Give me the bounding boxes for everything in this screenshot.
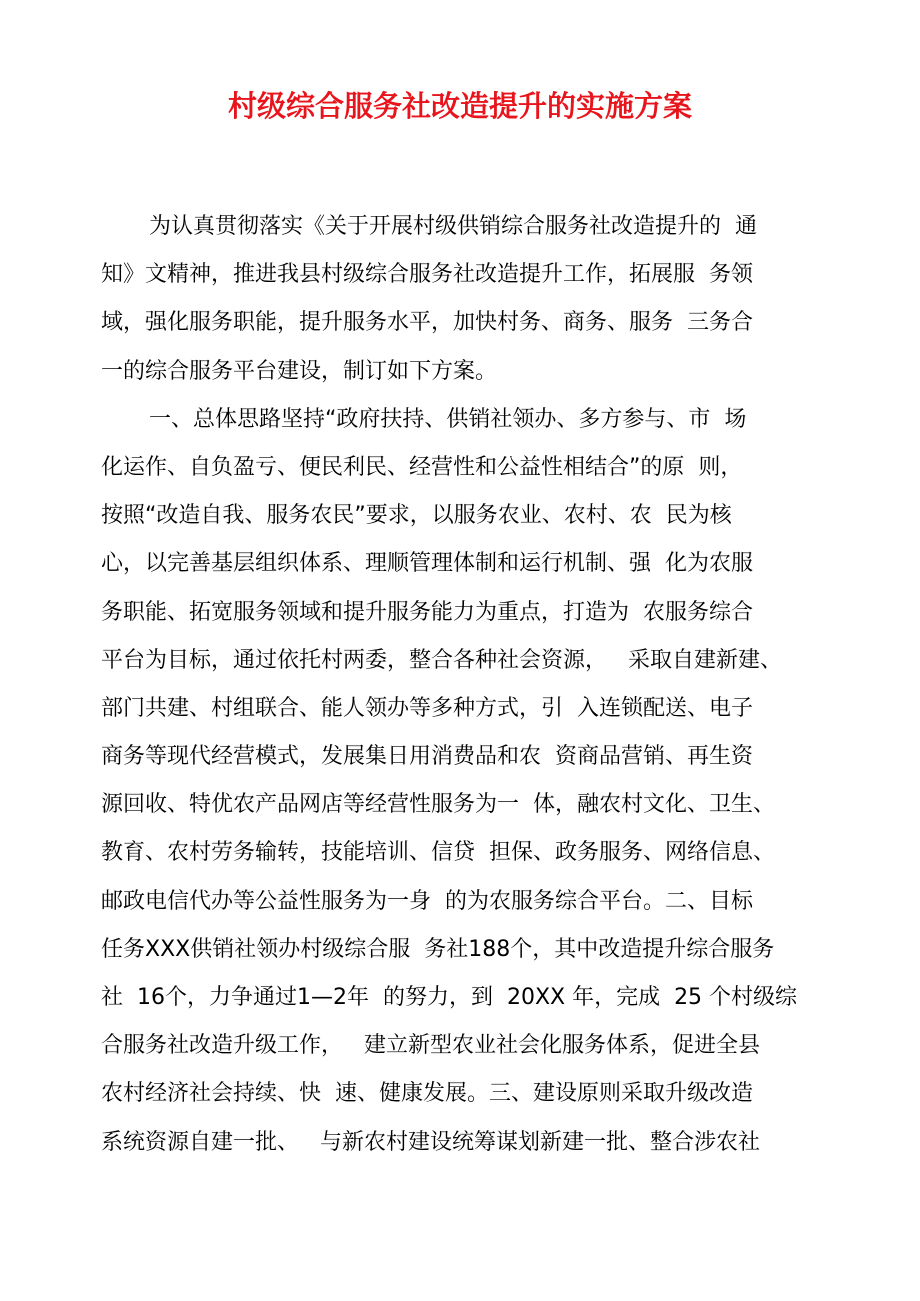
text-line: 一、总体思路坚持“政府扶持、供销社领办、多方参与、市 场: [149, 406, 747, 432]
text-line: 任务XXX供销社领办村级综合服 务社188个，其中改造提升综合服务: [101, 936, 775, 962]
text-line: 按照“改造自我、服务农民”要求，以服务农业、农村、农 民为核: [101, 503, 732, 529]
text-line: 一的综合服务平台建设，制订如下方案。: [101, 358, 498, 384]
text-line: 教育、农村劳务输转，技能培训、信贷 担保、政务服务、网络信息、: [101, 840, 775, 866]
document-title: 村级综合服务社改造提升的实施方案: [227, 89, 692, 123]
text-line: 系统资源自建一批、 与新农村建设统筹谋划新建一批、整合涉农社: [101, 1129, 760, 1155]
text-line: 域，强化服务职能，提升服务水平，加快村务、商务、服务 三务合: [101, 310, 753, 336]
text-line: 社 16个，力争通过1—2年 的努力，到 20XX 年，完成 25 个村级综: [101, 985, 798, 1010]
text-line: 知》文精神，推进我县村级综合服务社改造提升工作，拓展服 务领: [101, 262, 753, 288]
document-body: [101, 203, 825, 1167]
text-line: 源回收、特优农产品网店等经营性服务为一 体，融农村文化、卫生、: [101, 792, 775, 818]
text-line: 化运作、自负盈亏、便民利民、经营性和公益性相结合”的原 则，: [101, 454, 743, 480]
text-line: 部门共建、村组联合、能人领办等多种方式，引 入连锁配送、电子: [101, 695, 753, 721]
text-line: 务职能、拓宽服务领域和提升服务能力为重点，打造为 农服务综合: [101, 599, 753, 625]
text-line: 心，以完善基层组织体系、理顺管理体制和运行机制、强 化为农服: [101, 551, 753, 577]
text-line: 邮政电信代办等公益性服务为一身 的为农服务综合平台。二、目标: [101, 888, 753, 914]
text-line: 平台为目标，通过依托村两委，整合各种社会资源， 采取自建新建、: [101, 647, 782, 673]
text-line: 商务等现代经营模式，发展集日用消费品和农 资商品营销、再生资: [101, 744, 753, 770]
text-line: 农村经济社会持续、快 速、健康发展。三、建设原则采取升级改造: [101, 1081, 753, 1107]
text-line: 为认真贯彻落实《关于开展村级供销综合服务社改造提升的 通: [149, 214, 757, 239]
text-line: 合服务社改造升级工作， 建立新型农业社会化服务体系，促进全县: [101, 1033, 760, 1059]
